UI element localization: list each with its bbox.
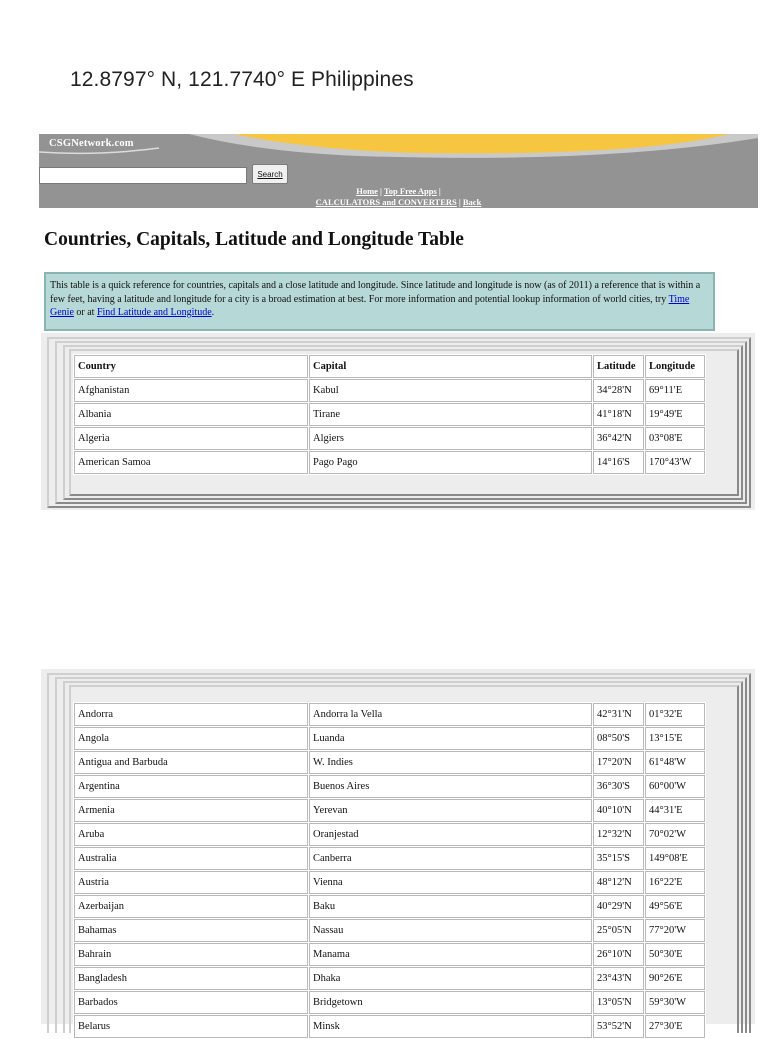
country-cell: Angola: [74, 727, 308, 750]
longitude-cell: 50°30'E: [645, 943, 705, 966]
table-row: [74, 727, 705, 750]
latitude-cell: 08°50'S: [593, 727, 644, 750]
capital-cell: Andorra la Vella: [309, 703, 592, 726]
table-row: [74, 943, 705, 966]
back-link[interactable]: Back: [462, 197, 482, 207]
longitude-cell: 59°30'W: [645, 991, 705, 1014]
longitude-cell: 149°08'E: [645, 847, 705, 870]
table-panel-bottom: [41, 669, 755, 1032]
calculators-link[interactable]: CALCULATORS and CONVERTERS: [315, 197, 457, 207]
latitude-cell: 42°31'N: [593, 703, 644, 726]
table-row: [74, 967, 705, 990]
longitude-cell: 19°49'E: [645, 403, 705, 426]
country-cell: Bahamas: [74, 919, 308, 942]
capital-cell: Baku: [309, 895, 592, 918]
country-cell: Austria: [74, 871, 308, 894]
header-longitude: Longitude: [645, 355, 705, 378]
country-cell: Andorra: [74, 703, 308, 726]
header-nav-top: [39, 186, 758, 196]
table-row: [74, 427, 705, 450]
country-cell: Bangladesh: [74, 967, 308, 990]
country-cell: Algeria: [74, 427, 308, 450]
capital-cell: Yerevan: [309, 799, 592, 822]
capital-cell: Bridgetown: [309, 991, 592, 1014]
table-row: [74, 847, 705, 870]
home-link[interactable]: Home: [356, 186, 378, 196]
intro-box: [44, 272, 715, 331]
nav-separator: |: [456, 197, 463, 207]
latitude-cell: 14°16'S: [593, 451, 644, 474]
latitude-cell: 12°32'N: [593, 823, 644, 846]
search-input[interactable]: [39, 167, 247, 184]
table-row: [74, 451, 705, 474]
longitude-cell: 03°08'E: [645, 427, 705, 450]
latitude-cell: 48°12'N: [593, 871, 644, 894]
latitude-cell: 26°10'N: [593, 943, 644, 966]
table-row: [74, 403, 705, 426]
table-row: [74, 895, 705, 918]
capital-cell: Pago Pago: [309, 451, 592, 474]
country-cell: Aruba: [74, 823, 308, 846]
table-row: [74, 919, 705, 942]
latitude-cell: 41°18'N: [593, 403, 644, 426]
capital-cell: Kabul: [309, 379, 592, 402]
capital-cell: Luanda: [309, 727, 592, 750]
brand-logo[interactable]: CSGNetwork.com: [49, 138, 134, 149]
table-row: [74, 775, 705, 798]
table-row: [74, 1015, 705, 1038]
longitude-cell: 77°20'W: [645, 919, 705, 942]
latitude-cell: 23°43'N: [593, 967, 644, 990]
capital-cell: Algiers: [309, 427, 592, 450]
country-cell: Antigua and Barbuda: [74, 751, 308, 774]
latitude-cell: 40°29'N: [593, 895, 644, 918]
country-cell: Afghanistan: [74, 379, 308, 402]
longitude-cell: 61°48'W: [645, 751, 705, 774]
longitude-cell: 27°30'E: [645, 1015, 705, 1038]
country-cell: Armenia: [74, 799, 308, 822]
country-cell: Bahrain: [74, 943, 308, 966]
table-row: [74, 823, 705, 846]
longitude-cell: 60°00'W: [645, 775, 705, 798]
table-row: [74, 799, 705, 822]
table-panel-top: [41, 333, 755, 510]
latitude-cell: 25°05'N: [593, 919, 644, 942]
time-genie-link[interactable]: Time Genie: [50, 293, 690, 318]
countries-table-bottom: [73, 702, 706, 1039]
find-lat-long-link[interactable]: Find Latitude and Longitude: [96, 307, 212, 318]
country-cell: Azerbaijan: [74, 895, 308, 918]
table-row: [74, 379, 705, 402]
nav-separator: |: [377, 186, 384, 196]
table-row: [74, 991, 705, 1014]
country-cell: Barbados: [74, 991, 308, 1014]
header-country: Country: [74, 355, 308, 378]
capital-cell: Nassau: [309, 919, 592, 942]
header-latitude: Latitude: [593, 355, 644, 378]
top-free-apps-link[interactable]: Top Free Apps: [383, 186, 437, 196]
page-title: Countries, Capitals, Latitude and Longitude Table: [44, 229, 464, 250]
latitude-cell: 34°28'N: [593, 379, 644, 402]
capital-cell: Manama: [309, 943, 592, 966]
country-cell: Belarus: [74, 1015, 308, 1038]
intro-text-mid: or at: [73, 307, 97, 318]
capital-cell: Vienna: [309, 871, 592, 894]
capital-cell: Buenos Aires: [309, 775, 592, 798]
latitude-cell: 36°30'S: [593, 775, 644, 798]
latitude-cell: 35°15'S: [593, 847, 644, 870]
latitude-cell: 13°05'N: [593, 991, 644, 1014]
longitude-cell: 90°26'E: [645, 967, 705, 990]
countries-table-top: [73, 354, 706, 475]
longitude-cell: 44°31'E: [645, 799, 705, 822]
capital-cell: Oranjestad: [309, 823, 592, 846]
latitude-cell: 17°20'N: [593, 751, 644, 774]
table-row: [74, 703, 705, 726]
table-row: [74, 751, 705, 774]
capital-cell: Tirane: [309, 403, 592, 426]
table-row: [74, 871, 705, 894]
country-cell: American Samoa: [74, 451, 308, 474]
site-header: [39, 134, 758, 208]
table-header-row: [74, 355, 705, 378]
longitude-cell: 70°02'W: [645, 823, 705, 846]
longitude-cell: 170°43'W: [645, 451, 705, 474]
latitude-cell: 40°10'N: [593, 799, 644, 822]
longitude-cell: 13°15'E: [645, 727, 705, 750]
country-cell: Albania: [74, 403, 308, 426]
capital-cell: W. Indies: [309, 751, 592, 774]
capital-cell: Canberra: [309, 847, 592, 870]
longitude-cell: 49°56'E: [645, 895, 705, 918]
latitude-cell: 36°42'N: [593, 427, 644, 450]
country-cell: Australia: [74, 847, 308, 870]
longitude-cell: 01°32'E: [645, 703, 705, 726]
search-button[interactable]: Search: [252, 164, 288, 184]
header-capital: Capital: [309, 355, 592, 378]
longitude-cell: 69°11'E: [645, 379, 705, 402]
header-nav-bottom: [39, 197, 758, 207]
nav-separator: |: [436, 186, 441, 196]
country-cell: Argentina: [74, 775, 308, 798]
capital-cell: Minsk: [309, 1015, 592, 1038]
longitude-cell: 16°22'E: [645, 871, 705, 894]
latitude-cell: 53°52'N: [593, 1015, 644, 1038]
capital-cell: Dhaka: [309, 967, 592, 990]
intro-text-end: .: [211, 307, 215, 318]
coordinates-text: 12.8797° N, 121.7740° E Philippines: [70, 68, 414, 91]
intro-text: This table is a quick reference for countries, capitals and a close latitude and longitude. Since latitude and longitude is now (as of 2011) a reference that is within a few feet, having a latitude and longitude for a city is a broad estimation at best. For more information and potential lookup information of world cities, try: [50, 280, 701, 305]
